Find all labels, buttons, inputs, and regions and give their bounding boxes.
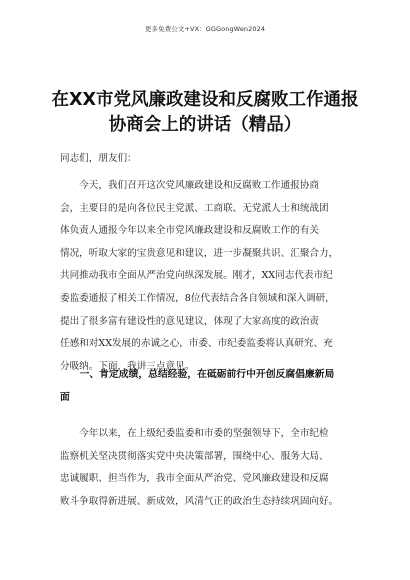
paragraph-line: 监察机关坚决贯彻落实党中央决策部署，围绕中心、服务大局、 [60, 450, 329, 462]
paragraph-line: 今天，我们召开这次党风廉政建设和反腐败工作通报协商 [60, 180, 320, 191]
paragraph-line: 今年以来，在上级纪委监委和市委的坚强领导下，全市纪检 [60, 428, 329, 439]
paragraph-line: 体负责人通报今年以来全市党风廉政建设和反腐败工作的有关 [60, 225, 320, 237]
paragraph-line: 分吸纳。下面，我讲三点意见。 [60, 360, 195, 372]
paragraph-line: 任感和对XX发展的赤诚之心，市委、市纪委监委将认真研究、充 [60, 338, 333, 350]
section-heading-1 [60, 364, 360, 409]
header-note: 更多免费公文+VX：GGGongWen2024 [144, 25, 266, 33]
paragraph-1 [60, 175, 360, 378]
paragraph-line: 共同推动我市全面从严治党向纵深发展。刚才，XX同志代表市纪 [60, 270, 333, 282]
document-title [36, 88, 374, 138]
paragraph-line: 委监委通报了相关工作情况，8位代表结合各自领域和深入调研， [60, 292, 335, 304]
heading-line: 面 [60, 391, 70, 403]
heading-line: 一、肯定成绩，总结经验，在砥砺前行中开创反腐倡廉新局 [60, 369, 335, 380]
paragraph-2 [60, 423, 360, 513]
greeting: 同志们，朋友们： [60, 153, 137, 164]
paragraph-line: 提出了很多富有建设性的意见建议，体现了大家高度的政治责 [60, 315, 320, 327]
paragraph-line: 忠诚履职、担当作为，我市全面从严治党、党风廉政建设和反腐 [60, 473, 329, 485]
paragraph-line: 会，主要目的是向各位民主党派、工商联、无党派人士和统战团 [60, 202, 329, 214]
title-line-1: 在XX市党风廉政建设和反腐败工作通报 [51, 90, 359, 110]
title-line-2: 协商会上的讲话（精品） [108, 115, 302, 135]
paragraph-line: 情况，听取大家的宝贵意见和建议，进一步凝聚共识、汇聚合力， [60, 247, 339, 259]
paragraph-line: 败斗争取得新进展、新成效，风清气正的政治生态持续巩固向好。 [60, 495, 339, 507]
